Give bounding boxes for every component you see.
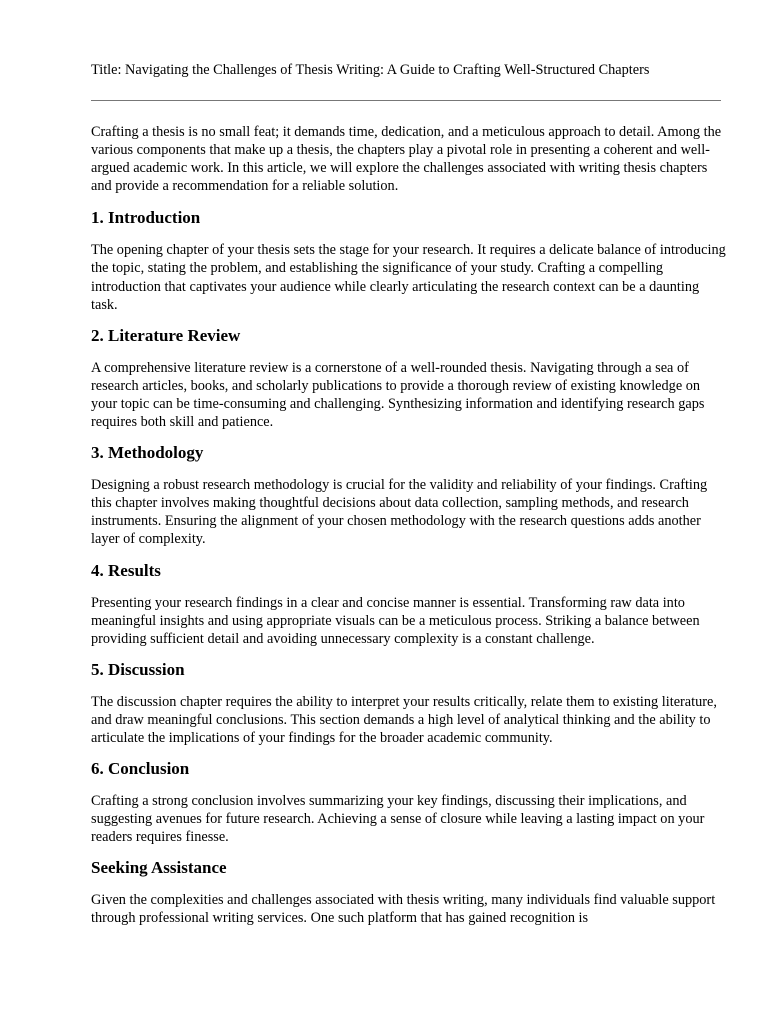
- section-body-methodology: Designing a robust research methodology is crucial for the validity and reliability of your findings. Crafting this chapter involves making thoughtful decisions about data collection, sampling methods, and research instruments. Ensuring the alignment of your chosen methodology with the research questions adds another layer of complexity.: [91, 477, 708, 548]
- section-heading-discussion: 5. Discussion: [91, 659, 185, 679]
- document-body: [91, 123, 727, 928]
- title-divider: [91, 100, 721, 101]
- section-heading-seeking-assistance: Seeking Assistance: [91, 858, 227, 878]
- intro-paragraph: Crafting a thesis is no small feat; it demands time, dedication, and a meticulous approach to detail. Among the various components that make up a thesis, the chapters play a pivotal role in presenting a coherent and well-argued academic work. In this article, we will explore the challenges associated with writing thesis chapters and provide a recommendation for a reliable solution.: [91, 124, 722, 195]
- section-body-seeking-assistance: Given the complexities and challenges associated with thesis writing, many individuals find valuable support through professional writing services. One such platform that has gained recognition is: [91, 892, 716, 927]
- section-body-literature-review: A comprehensive literature review is a cornerstone of a well-rounded thesis. Navigating through a sea of research articles, books, and scholarly publications to provide a thorough review of existing knowledge on your topic can be time-consuming and challenging. Synthesizing information and identifying research gaps requires both skill and patience.: [91, 359, 705, 431]
- section-body-discussion: The discussion chapter requires the ability to interpret your results critically, relate them to existing literature, and draw meaningful conclusions. This section demands a high level of analytical thinking and the ability to articulate the implications of your findings for the broader academic community.: [91, 693, 717, 746]
- section-body-conclusion: Crafting a strong conclusion involves summarizing your key findings, discussing their implications, and suggesting avenues for future research. Achieving a sense of closure while leaving a lasting impact on your readers requires finesse.: [91, 793, 705, 846]
- section-heading-literature-review: 2. Literature Review: [91, 325, 241, 345]
- section-body-introduction: The opening chapter of your thesis sets the stage for your research. It requires a delicate balance of introducing the topic, stating the problem, and establishing the significance of your study. Crafting a compelling introduction that captivates your audience while clearly articulating the research context can be a daunting task.: [91, 242, 726, 313]
- section-body-results: Presenting your research findings in a clear and concise manner is essential. Transforming raw data into meaningful insights and using appropriate visuals can be a meticulous process. Striking a balance between providing sufficient detail and avoiding unnecessary complexity is a constant challenge.: [91, 594, 700, 647]
- section-heading-conclusion: 6. Conclusion: [91, 759, 190, 779]
- document-title: Title: Navigating the Challenges of Thesis Writing: A Guide to Crafting Well-Structured Chapters: [91, 62, 650, 78]
- section-heading-introduction: 1. Introduction: [91, 208, 201, 228]
- section-heading-results: 4. Results: [91, 560, 161, 580]
- section-heading-methodology: 3. Methodology: [91, 443, 204, 463]
